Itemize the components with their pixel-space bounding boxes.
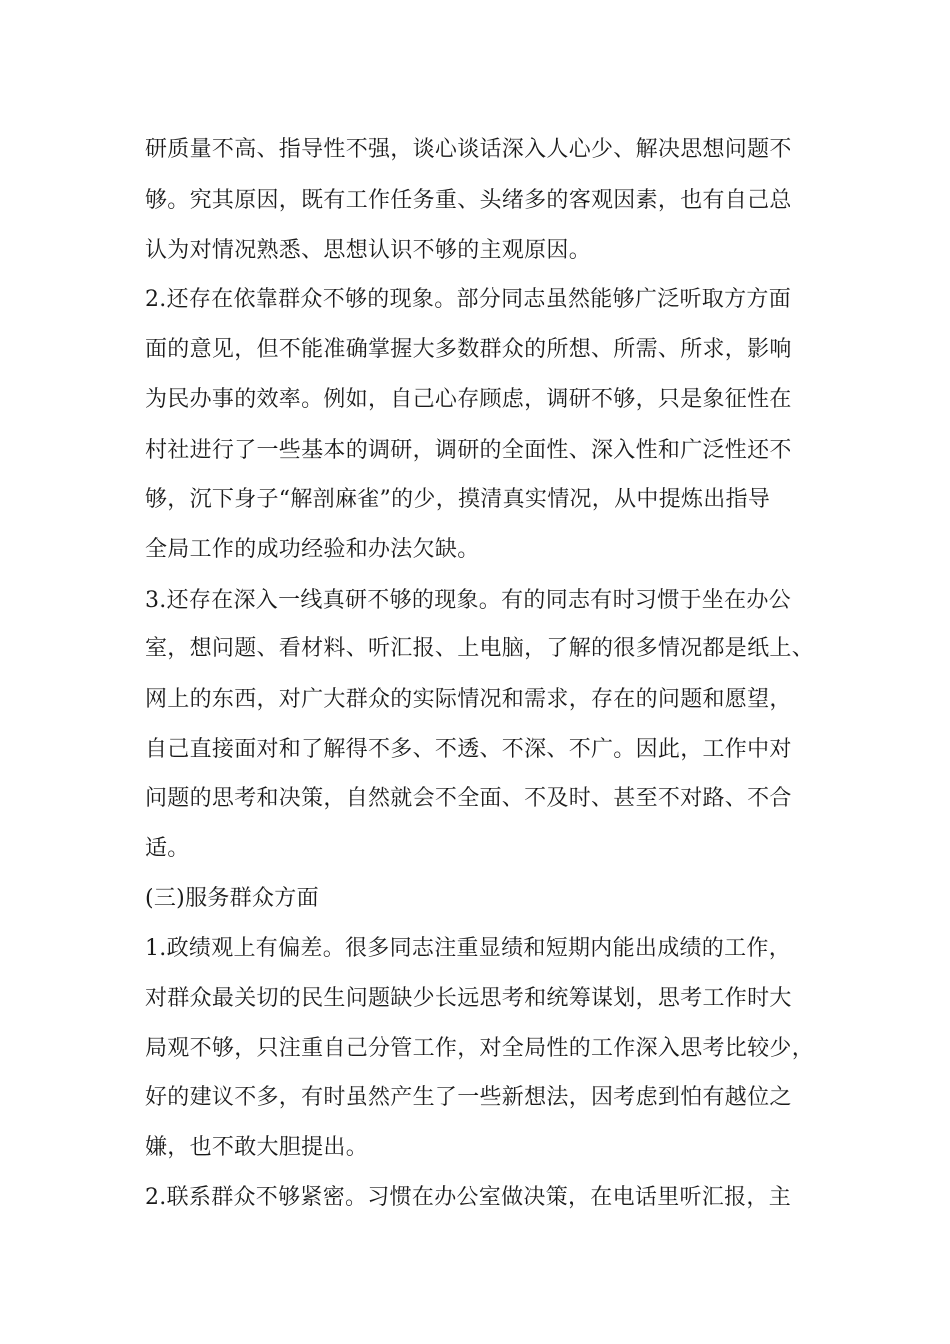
text-line: 自己直接面对和了解得不多、不透、不深、不广。因此，工作中对 (145, 737, 792, 762)
text-line: 全局工作的成功经验和办法欠缺。 (145, 537, 480, 562)
text-line: 够，沉下身子“解剖麻雀”的少，摸清真实情况，从中提炼出指导 (145, 487, 771, 512)
text-line: 网上的东西，对广大群众的实际情况和需求，存在的问题和愿望， (145, 687, 792, 712)
text-line: 为民办事的效率。例如，自己心存顾虑，调研不够，只是象征性在 (145, 387, 792, 412)
text-line: 够。究其原因，既有工作任务重、头绪多的客观因素，也有自己总 (145, 188, 792, 213)
section-heading: (三)服务群众方面 (145, 886, 319, 911)
text-line: 研质量不高、指导性不强，谈心谈话深入人心少、解决思想问题不 (145, 137, 792, 162)
text-line: 好的建议不多，有时虽然产生了一些新想法，因考虑到怕有越位之 (145, 1085, 792, 1110)
text-line: 村社进行了一些基本的调研，调研的全面性、深入性和广泛性还不 (145, 438, 792, 463)
text-line: 适。 (145, 836, 190, 861)
text-line: 局观不够，只注重自己分管工作，对全局性的工作深入思考比较少， (145, 1036, 815, 1061)
text-line: 2.还存在依靠群众不够的现象。部分同志虽然能够广泛听取方方面 (145, 287, 791, 312)
text-line: 对群众最关切的民生问题缺少长远思考和统筹谋划，思考工作时大 (145, 986, 792, 1011)
text-line: 面的意见，但不能准确掌握大多数群众的所想、所需、所求，影响 (145, 337, 792, 362)
text-line: 室，想问题、看材料、听汇报、上电脑，了解的很多情况都是纸上、 (145, 636, 815, 661)
text-line: 1.政绩观上有偏差。很多同志注重显绩和短期内能出成绩的工作， (145, 936, 791, 961)
text-line: 问题的思考和决策，自然就会不全面、不及时、甚至不对路、不合 (145, 786, 792, 811)
text-line: 3.还存在深入一线真研不够的现象。有的同志有时习惯于坐在办公 (145, 588, 791, 613)
text-line: 认为对情况熟悉、思想认识不够的主观原因。 (145, 238, 592, 263)
text-line: 2.联系群众不够紧密。习惯在办公室做决策，在电话里听汇报，主 (145, 1185, 791, 1210)
text-line: 嫌，也不敢大胆提出。 (145, 1135, 369, 1160)
